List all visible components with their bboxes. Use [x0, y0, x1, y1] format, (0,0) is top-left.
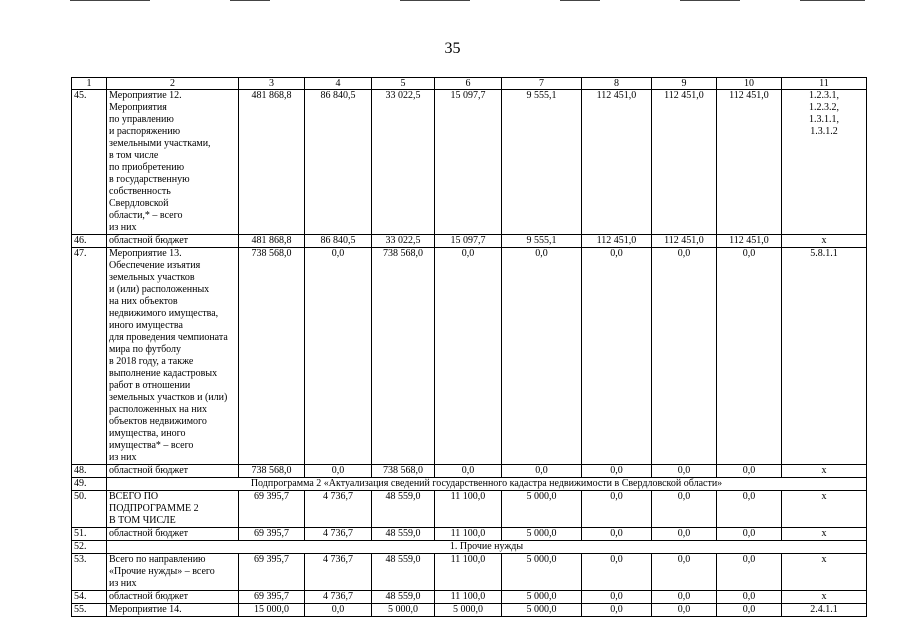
- column-header: 6: [435, 78, 502, 90]
- row-number: 46.: [72, 235, 107, 248]
- value-cell: 0,0: [717, 591, 782, 604]
- row-number: 48.: [72, 465, 107, 478]
- value-cell: 112 451,0: [717, 235, 782, 248]
- value-cell: 0,0: [582, 528, 652, 541]
- value-cell: 0,0: [717, 465, 782, 478]
- row-number: 54.: [72, 591, 107, 604]
- row-number: 55.: [72, 604, 107, 617]
- row-number: 51.: [72, 528, 107, 541]
- row-number: 52.: [72, 541, 107, 554]
- section-title: Подпрограмма 2 «Актуализация сведений государственного кадастра недвижимости в Свердловской области»: [107, 478, 867, 491]
- value-cell: 112 451,0: [717, 90, 782, 235]
- row-name: Мероприятие 12. Мероприятия по управлению и распоряжению земельными участками, в том числе по приобретению в государственную собственность Свердловской области,* – всего из них: [107, 90, 239, 235]
- value-cell: 11 100,0: [435, 591, 502, 604]
- value-cell: 0,0: [717, 491, 782, 528]
- value-cell: 0,0: [652, 248, 717, 465]
- table-header-row: [72, 78, 867, 90]
- value-cell: 112 451,0: [582, 235, 652, 248]
- value-cell: 112 451,0: [652, 90, 717, 235]
- top-edge-lines: [0, 0, 905, 6]
- value-cell: 0,0: [582, 591, 652, 604]
- column-header: 4: [305, 78, 372, 90]
- value-cell: 0,0: [435, 248, 502, 465]
- row-number: 49.: [72, 478, 107, 491]
- value-cell: 5 000,0: [502, 554, 582, 591]
- value-cell: 48 559,0: [372, 591, 435, 604]
- row-number: 53.: [72, 554, 107, 591]
- row-name: областной бюджет: [107, 465, 239, 478]
- value-cell: 69 395,7: [239, 591, 305, 604]
- value-cell: 4 736,7: [305, 554, 372, 591]
- value-cell: 33 022,5: [372, 235, 435, 248]
- value-cell: 86 840,5: [305, 235, 372, 248]
- value-cell: 5 000,0: [502, 604, 582, 617]
- value-cell: 15 097,7: [435, 235, 502, 248]
- value-cell: 0,0: [502, 465, 582, 478]
- value-cell: 738 568,0: [239, 248, 305, 465]
- value-cell: 738 568,0: [372, 248, 435, 465]
- target-code: x: [782, 235, 867, 248]
- value-cell: 5 000,0: [435, 604, 502, 617]
- row-name: областной бюджет: [107, 528, 239, 541]
- table-row: [72, 90, 867, 235]
- value-cell: 112 451,0: [582, 90, 652, 235]
- row-name: Мероприятие 14.: [107, 604, 239, 617]
- page-number: 35: [444, 40, 461, 57]
- value-cell: 48 559,0: [372, 554, 435, 591]
- value-cell: 4 736,7: [305, 491, 372, 528]
- value-cell: 69 395,7: [239, 554, 305, 591]
- target-code: x: [782, 528, 867, 541]
- value-cell: 0,0: [652, 491, 717, 528]
- value-cell: 86 840,5: [305, 90, 372, 235]
- value-cell: 11 100,0: [435, 528, 502, 541]
- column-header: 3: [239, 78, 305, 90]
- value-cell: 0,0: [305, 604, 372, 617]
- value-cell: 9 555,1: [502, 90, 582, 235]
- value-cell: 69 395,7: [239, 491, 305, 528]
- row-name: Всего по направлению «Прочие нужды» – всего из них: [107, 554, 239, 591]
- target-code: x: [782, 491, 867, 528]
- value-cell: 11 100,0: [435, 554, 502, 591]
- budget-table: [71, 77, 867, 617]
- column-header: 7: [502, 78, 582, 90]
- table-row: [72, 478, 867, 491]
- table-row: [72, 554, 867, 591]
- value-cell: 33 022,5: [372, 90, 435, 235]
- table-row: [72, 248, 867, 465]
- value-cell: 5 000,0: [502, 491, 582, 528]
- value-cell: 0,0: [652, 528, 717, 541]
- target-code: x: [782, 591, 867, 604]
- table-row: [72, 604, 867, 617]
- row-name: Мероприятие 13. Обеспечение изъятия земельных участков и (или) расположенных на них объектов недвижимого имущества, иного имущества для проведения чемпионата мира по футболу в 2018 году, а также выполнение кадастровых работ в отношении земельных участков и (или) расположенных на них объектов недвижимого имущества, иного имущества* – всего из них: [107, 248, 239, 465]
- table-row: [72, 465, 867, 478]
- value-cell: 0,0: [717, 528, 782, 541]
- table-row: [72, 235, 867, 248]
- value-cell: 9 555,1: [502, 235, 582, 248]
- value-cell: 0,0: [652, 604, 717, 617]
- value-cell: 0,0: [652, 591, 717, 604]
- value-cell: 0,0: [717, 554, 782, 591]
- table-row: [72, 541, 867, 554]
- value-cell: 0,0: [652, 554, 717, 591]
- table-row: [72, 591, 867, 604]
- section-title: 1. Прочие нужды: [107, 541, 867, 554]
- row-number: 50.: [72, 491, 107, 528]
- value-cell: 0,0: [305, 465, 372, 478]
- row-number: 45.: [72, 90, 107, 235]
- value-cell: 5 000,0: [502, 591, 582, 604]
- column-header: 9: [652, 78, 717, 90]
- target-code: 2.4.1.1: [782, 604, 867, 617]
- column-header: 10: [717, 78, 782, 90]
- column-header: 8: [582, 78, 652, 90]
- value-cell: 0,0: [435, 465, 502, 478]
- value-cell: 481 868,8: [239, 235, 305, 248]
- column-header: 11: [782, 78, 867, 90]
- value-cell: 112 451,0: [652, 235, 717, 248]
- value-cell: 0,0: [717, 248, 782, 465]
- value-cell: 0,0: [305, 248, 372, 465]
- target-code: 1.2.3.1, 1.2.3.2, 1.3.1.1, 1.3.1.2: [782, 90, 867, 235]
- column-header: 2: [107, 78, 239, 90]
- value-cell: 738 568,0: [239, 465, 305, 478]
- value-cell: 0,0: [582, 248, 652, 465]
- value-cell: 48 559,0: [372, 528, 435, 541]
- value-cell: 15 097,7: [435, 90, 502, 235]
- row-name: областной бюджет: [107, 235, 239, 248]
- value-cell: 0,0: [582, 604, 652, 617]
- value-cell: 15 000,0: [239, 604, 305, 617]
- target-code: x: [782, 554, 867, 591]
- target-code: 5.8.1.1: [782, 248, 867, 465]
- row-name: областной бюджет: [107, 591, 239, 604]
- value-cell: 0,0: [717, 604, 782, 617]
- row-number: 47.: [72, 248, 107, 465]
- value-cell: 4 736,7: [305, 591, 372, 604]
- value-cell: 0,0: [582, 554, 652, 591]
- value-cell: 5 000,0: [372, 604, 435, 617]
- column-header: 5: [372, 78, 435, 90]
- column-header: 1: [72, 78, 107, 90]
- target-code: x: [782, 465, 867, 478]
- value-cell: 0,0: [582, 465, 652, 478]
- value-cell: 69 395,7: [239, 528, 305, 541]
- value-cell: 48 559,0: [372, 491, 435, 528]
- value-cell: 5 000,0: [502, 528, 582, 541]
- table-row: [72, 491, 867, 528]
- value-cell: 11 100,0: [435, 491, 502, 528]
- value-cell: 4 736,7: [305, 528, 372, 541]
- value-cell: 738 568,0: [372, 465, 435, 478]
- table-row: [72, 528, 867, 541]
- value-cell: 0,0: [582, 491, 652, 528]
- value-cell: 0,0: [502, 248, 582, 465]
- row-name: ВСЕГО ПО ПОДПРОГРАММЕ 2 В ТОМ ЧИСЛЕ: [107, 491, 239, 528]
- value-cell: 481 868,8: [239, 90, 305, 235]
- value-cell: 0,0: [652, 465, 717, 478]
